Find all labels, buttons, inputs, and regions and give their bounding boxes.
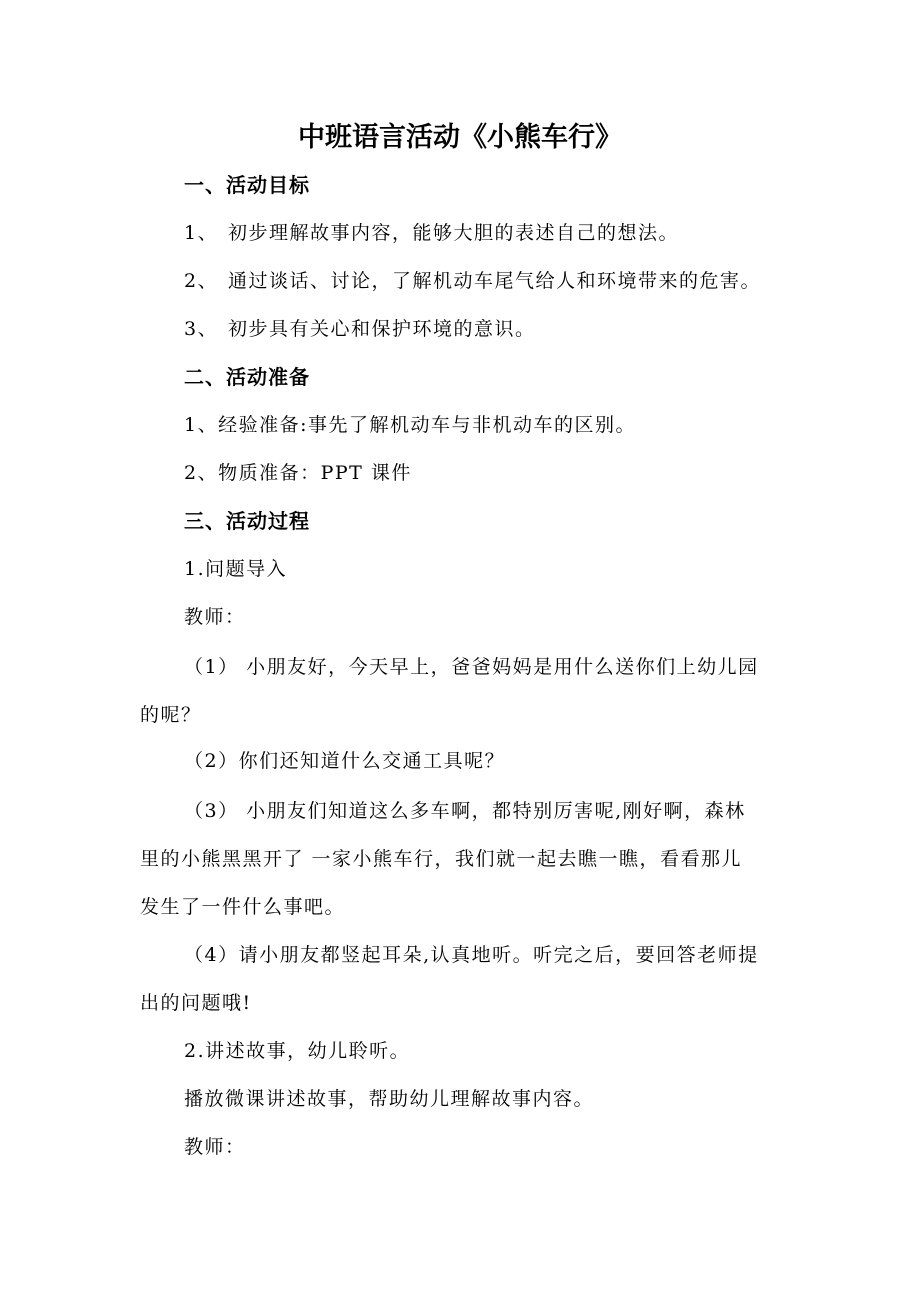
section-heading-goals: 一、活动目标	[184, 173, 310, 197]
question-2: （2）你们还知道什么交通工具呢？	[184, 750, 506, 772]
question-1-line-2: 的呢？	[140, 704, 202, 726]
goal-item-text: 通过谈话、讨论，了解机动车尾气给人和环境带来的危害。	[228, 270, 762, 292]
goal-item-number: 1、	[184, 222, 219, 244]
prep-item-1: 1、经验准备:事先了解机动车与非机动车的区别。	[184, 414, 636, 436]
goal-item-number: 3、	[184, 318, 219, 340]
step-2-label: 2.讲述故事，幼儿聆听。	[184, 1040, 411, 1062]
section-heading-preparation: 二、活动准备	[184, 365, 310, 389]
document-title: 中班语言活动《小熊车行》	[298, 122, 622, 153]
question-3-line-1: （3） 小朋友们知道这么多车啊，都特别厉害呢,刚好啊，森林	[184, 800, 746, 822]
goal-item-text: 初步理解故事内容，能够大胆的表述自己的想法。	[228, 222, 680, 244]
prep-item-2: 2、物质准备：PPT 课件	[184, 462, 412, 484]
goal-item-3	[184, 314, 536, 344]
goal-item-number: 2、	[184, 270, 219, 292]
goal-item-text: 初步具有关心和保护环境的意识。	[228, 318, 536, 340]
question-3-line-2: 里的小熊黑黑开了 一家小熊车行，我们就一起去瞧一瞧，看看那儿	[140, 848, 743, 870]
teacher-label-1: 教师：	[184, 606, 246, 628]
goal-item-2	[184, 266, 761, 296]
question-4-line-1: （4）请小朋友都竖起耳朵,认真地听。听完之后，要回答老师提	[184, 944, 759, 966]
question-1-line-1: （1） 小朋友好，今天早上，爸爸妈妈是用什么送你们上幼儿园	[184, 656, 759, 678]
goal-item-1	[184, 218, 679, 248]
section-heading-process: 三、活动过程	[184, 509, 310, 533]
teacher-label-2: 教师：	[184, 1136, 246, 1158]
step-1-label: 1.问题导入	[184, 558, 288, 580]
question-3-line-3: 发生了一件什么事吧。	[140, 896, 346, 918]
question-4-line-2: 出的问题哦!	[140, 992, 252, 1014]
play-video-text: 播放微课讲述故事，帮助幼儿理解故事内容。	[184, 1088, 595, 1110]
